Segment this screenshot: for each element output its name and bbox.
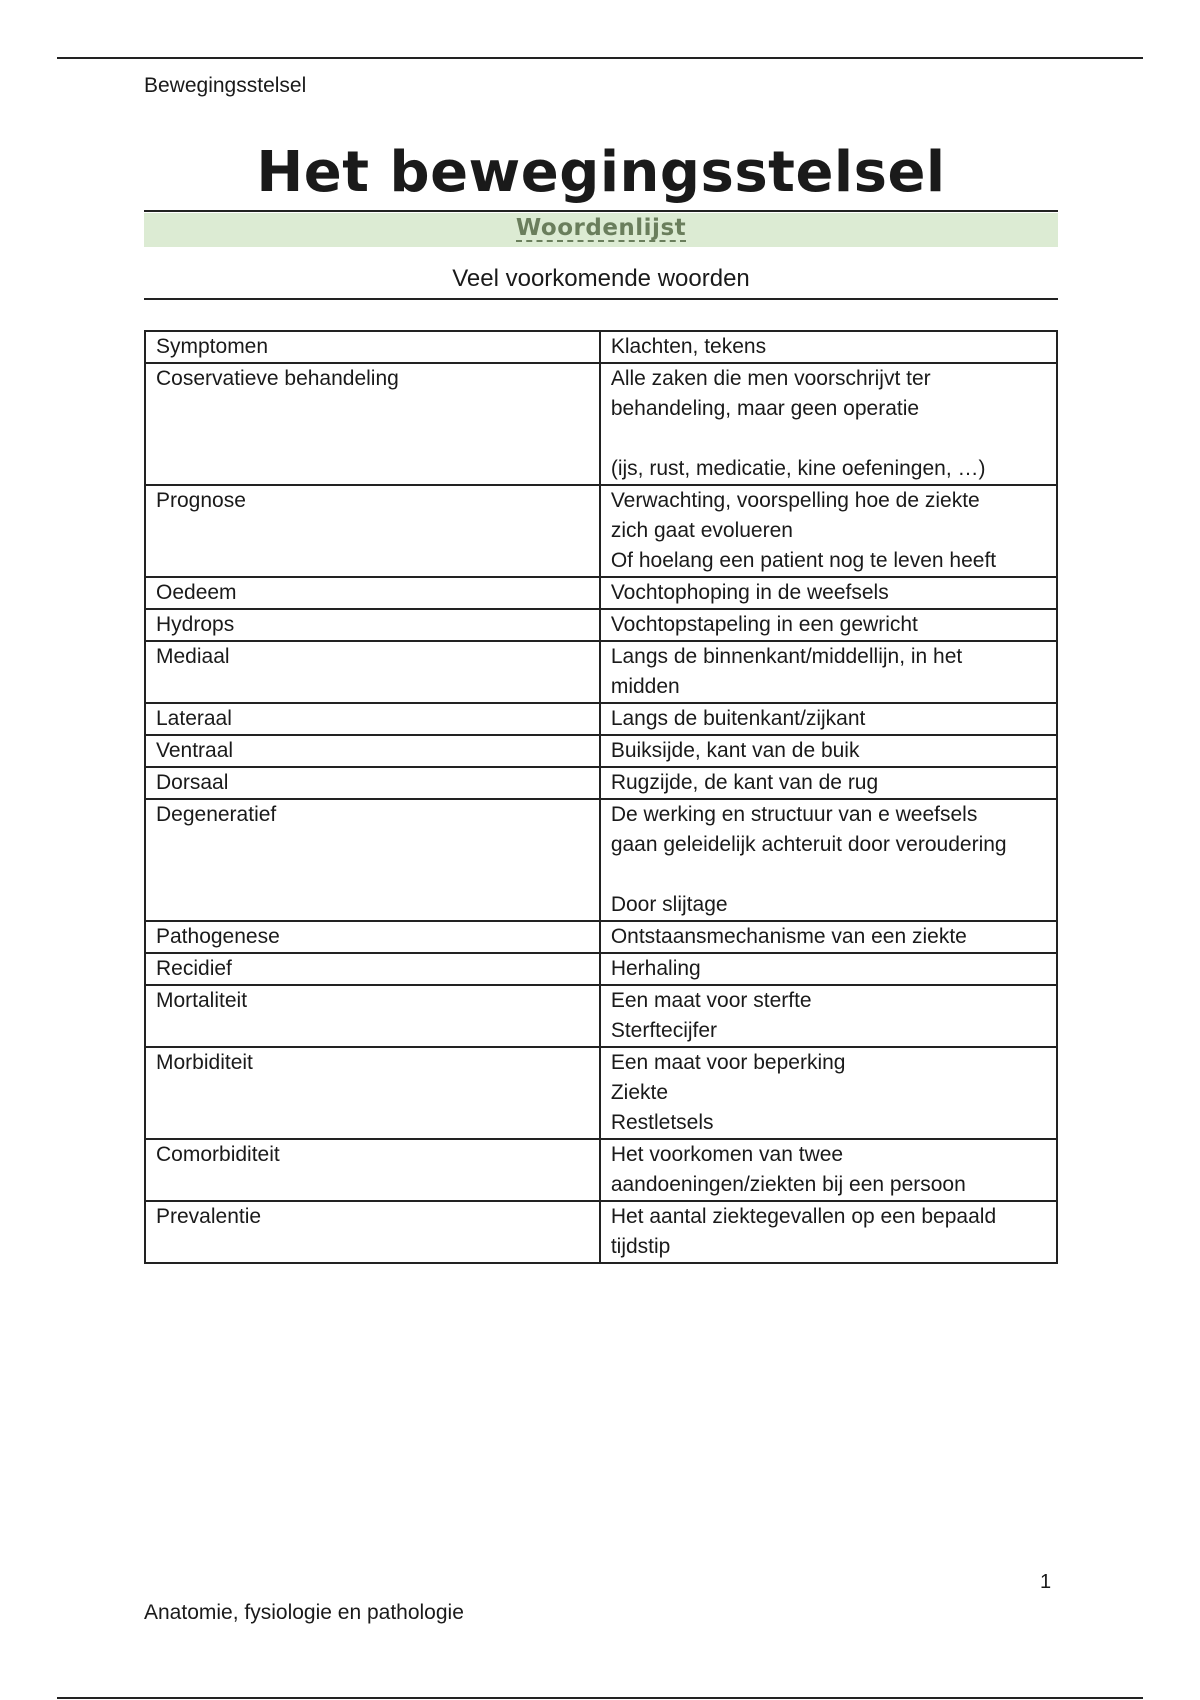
- definition-cell: [600, 641, 1057, 703]
- term-cell: Degeneratief: [145, 799, 600, 921]
- term-cell: Comorbiditeit: [145, 1139, 600, 1201]
- table-row: [145, 953, 1057, 985]
- definition-line: Een maat voor sterfte: [610, 989, 812, 1012]
- definition-cell: [600, 799, 1057, 921]
- table-row: [145, 799, 1057, 921]
- definition-line: [611, 860, 1046, 890]
- table-row: [145, 985, 1057, 1047]
- subtitle: Woordenlijst: [515, 215, 687, 241]
- page-title: Het bewegingsstelsel: [256, 140, 946, 205]
- table-row: [145, 363, 1057, 485]
- definition-cell: [600, 1047, 1057, 1139]
- table-row: [145, 331, 1057, 363]
- definition-line: Een maat voor beperking: [610, 1051, 846, 1074]
- definition-line: Het voorkomen van twee: [610, 1143, 844, 1166]
- term-cell: Ventraal: [145, 735, 600, 767]
- definition-line: Het aantal ziektegevallen op een bepaald: [610, 1205, 997, 1228]
- subtitle-band: [144, 213, 1058, 247]
- term-cell: Oedeem: [145, 577, 600, 609]
- definition-cell: [600, 703, 1057, 735]
- table-row: [145, 767, 1057, 799]
- term-cell: Mortaliteit: [145, 985, 600, 1047]
- definition-line: zich gaat evolueren: [610, 519, 793, 542]
- definition-line: De werking en structuur van e weefsels: [610, 803, 978, 826]
- table-row: [145, 1201, 1057, 1263]
- title-underline: [144, 210, 1058, 212]
- definition-line: Sterftecijfer: [610, 1019, 718, 1042]
- definition-line: Langs de binnenkant/middellijn, in het: [610, 645, 963, 668]
- table-row: [145, 609, 1057, 641]
- term-cell: Dorsaal: [145, 767, 600, 799]
- definition-cell: [600, 985, 1057, 1047]
- definition-line: Door slijtage: [610, 893, 728, 916]
- definition-cell: [600, 953, 1057, 985]
- definition-line: aandoeningen/ziekten bij een persoon: [610, 1173, 966, 1196]
- term-cell: Mediaal: [145, 641, 600, 703]
- definition-line: Vochtopstapeling in een gewricht: [610, 613, 918, 636]
- term-cell: Prevalentie: [145, 1201, 600, 1263]
- definition-cell: [600, 1139, 1057, 1201]
- table-row: [145, 485, 1057, 577]
- definition-line: [611, 424, 1046, 454]
- definition-line: Langs de buitenkant/zijkant: [610, 707, 866, 730]
- definition-line: Buiksijde, kant van de buik: [610, 739, 860, 762]
- glossary-table: [144, 330, 1058, 1264]
- definition-line: Herhaling: [610, 957, 701, 980]
- definition-line: midden: [610, 675, 680, 698]
- definition-cell: [600, 609, 1057, 641]
- definition-line: tijdstip: [610, 1235, 671, 1258]
- term-cell: Lateraal: [145, 703, 600, 735]
- definition-line: Ontstaansmechanisme van een ziekte: [610, 925, 967, 948]
- definition-line: Vochtophoping in de weefsels: [610, 581, 889, 604]
- definition-line: Klachten, tekens: [610, 335, 767, 358]
- table-row: [145, 1047, 1057, 1139]
- definition-line: Verwachting, voorspelling hoe de ziekte: [610, 489, 980, 512]
- definition-cell: [600, 331, 1057, 363]
- definition-cell: [600, 921, 1057, 953]
- definition-line: (ijs, rust, medicatie, kine oefeningen, …): [610, 457, 986, 480]
- running-footer: Anatomie, fysiologie en pathologie: [144, 1601, 464, 1624]
- table-row: [145, 703, 1057, 735]
- term-cell: Coservatieve behandeling: [145, 363, 600, 485]
- term-cell: Hydrops: [145, 609, 600, 641]
- definition-cell: [600, 767, 1057, 799]
- term-cell: Prognose: [145, 485, 600, 577]
- page-number: 1: [1040, 1571, 1052, 1593]
- table-row: [145, 1139, 1057, 1201]
- definition-line: Of hoelang een patient nog te leven heeft: [610, 549, 997, 572]
- running-header: Bewegingsstelsel: [144, 74, 307, 97]
- definition-line: Restletsels: [610, 1111, 714, 1134]
- footer-rule: [57, 1697, 1143, 1699]
- term-cell: Recidief: [145, 953, 600, 985]
- definition-cell: [600, 363, 1057, 485]
- definition-line: Rugzijde, de kant van de rug: [610, 771, 879, 794]
- header-rule: [57, 57, 1143, 59]
- definition-cell: [600, 485, 1057, 577]
- term-cell: Symptomen: [145, 331, 600, 363]
- table-row: [145, 921, 1057, 953]
- definition-cell: [600, 577, 1057, 609]
- table-row: [145, 735, 1057, 767]
- definition-cell: [600, 1201, 1057, 1263]
- section-underline: [144, 298, 1058, 300]
- term-cell: Pathogenese: [145, 921, 600, 953]
- definition-line: Ziekte: [610, 1081, 669, 1104]
- definition-line: Alle zaken die men voorschrijvt ter: [610, 367, 931, 390]
- table-row: [145, 641, 1057, 703]
- definition-cell: [600, 735, 1057, 767]
- table-row: [145, 577, 1057, 609]
- section-heading: Veel voorkomende woorden: [452, 265, 750, 292]
- definition-line: behandeling, maar geen operatie: [610, 397, 920, 420]
- definition-line: gaan geleidelijk achteruit door veroudering: [610, 833, 1007, 856]
- term-cell: Morbiditeit: [145, 1047, 600, 1139]
